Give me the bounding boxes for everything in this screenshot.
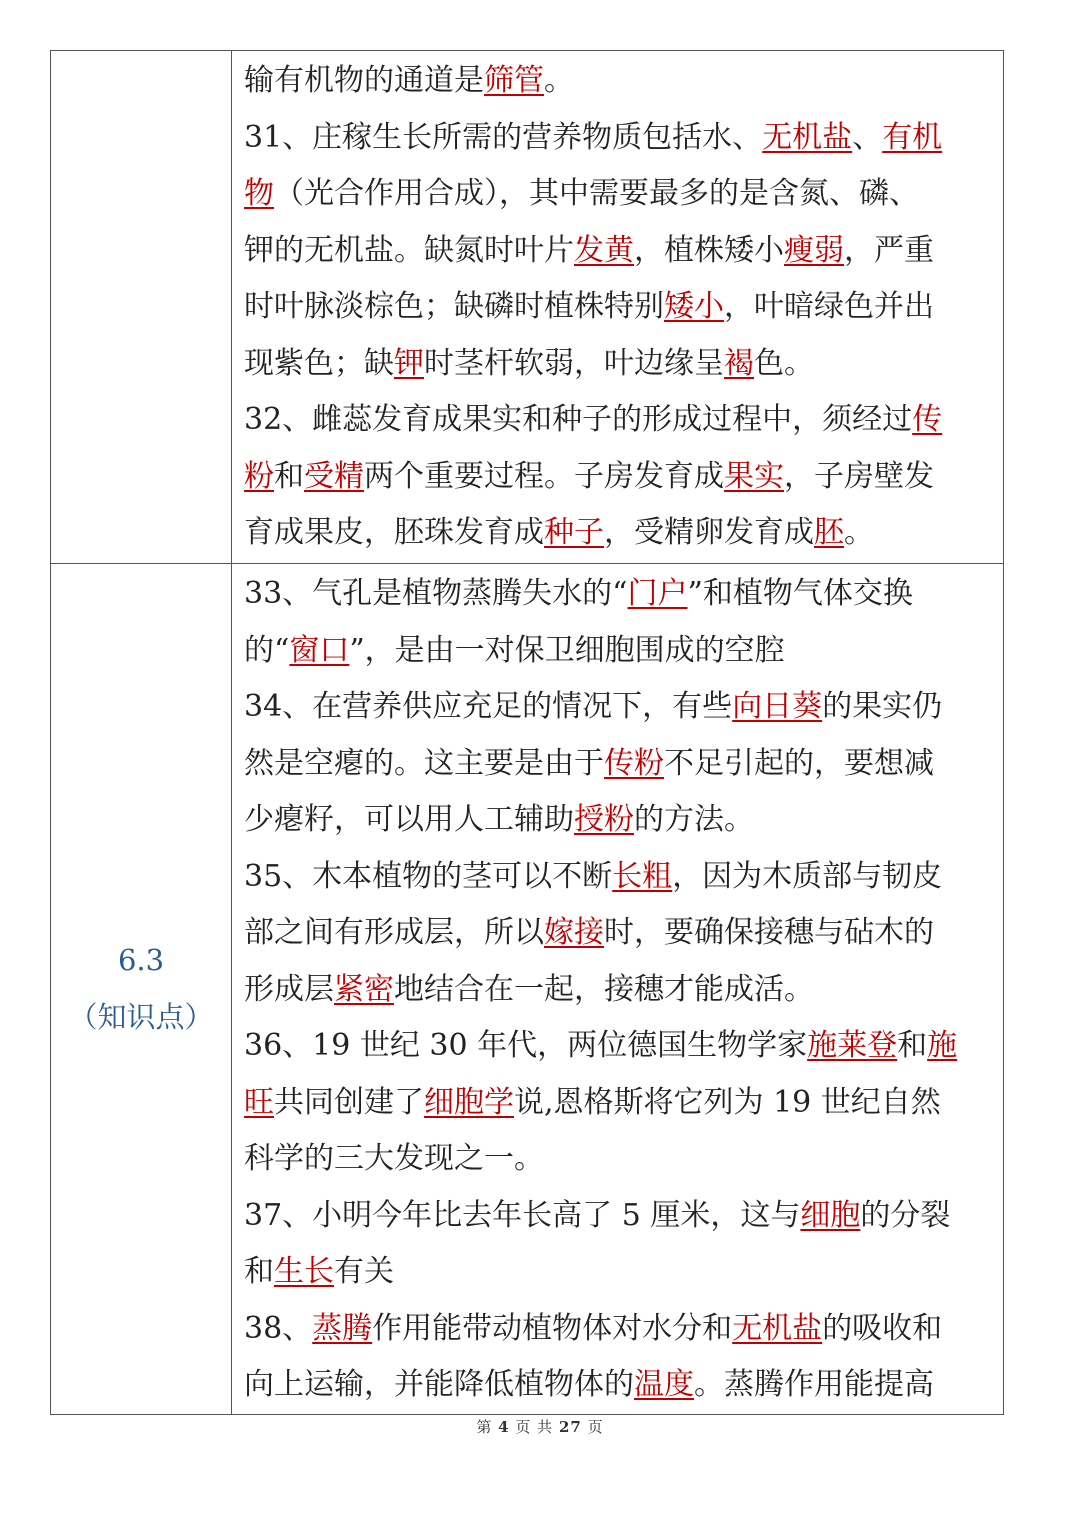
line-text: 的分裂 — [860, 1197, 951, 1233]
line-text: 的果实仍 — [822, 689, 943, 724]
line-text: ，因为木质部与韧皮 — [672, 858, 943, 894]
line-text: 和 — [244, 1254, 274, 1289]
text-line — [244, 905, 993, 962]
row-content-cell — [232, 564, 1004, 1415]
text-line — [244, 279, 993, 336]
line-text: 现紫色；缺 — [244, 345, 394, 381]
keyword-answer: 温度 — [634, 1367, 694, 1402]
line-text: 说,恩格斯将它列为 19 世纪自然 — [514, 1084, 941, 1120]
text-line — [244, 736, 993, 793]
keyword-answer: 发黄 — [574, 232, 634, 268]
line-text: 不足引起的，要想减 — [664, 745, 934, 781]
keyword-answer: 果实 — [724, 458, 784, 494]
line-text: ”，是由一对保卫细胞围成的空腔 — [349, 632, 785, 668]
keyword-answer: 胚 — [814, 515, 844, 550]
line-text: 38、 — [244, 1310, 313, 1346]
line-text: 两个重要过程。子房发育成 — [364, 458, 724, 494]
row-content-cell — [232, 51, 1004, 564]
line-text: 33、气孔是植物蒸腾失水的“ — [244, 576, 628, 611]
keyword-answer: 长粗 — [612, 858, 673, 894]
keyword-answer: 钾 — [394, 345, 424, 381]
text-line — [244, 1075, 993, 1132]
line-text: 。 — [544, 63, 574, 98]
content-lines — [244, 566, 993, 1414]
text-line — [244, 53, 993, 110]
line-text: 31、庄稼生长所需的营养物质包括水、 — [244, 119, 763, 155]
text-line — [244, 110, 993, 167]
line-text: 向上运输，并能降低植物体的 — [244, 1367, 634, 1402]
section-subtitle: （知识点） — [68, 999, 214, 1034]
text-line — [244, 623, 993, 680]
line-text: 输有机物的通道是 — [244, 63, 484, 98]
line-text: ”和植物气体交换 — [687, 576, 913, 611]
text-line — [244, 505, 993, 562]
keyword-answer: 筛管 — [484, 63, 544, 98]
keyword-answer: 种子 — [544, 515, 604, 550]
line-text: ，严重 — [844, 232, 934, 268]
line-text: ，受精卵发育成 — [604, 515, 814, 550]
line-text: 34、在营养供应充足的情况下，有些 — [244, 689, 733, 724]
line-text: ，植株矮小 — [634, 232, 784, 268]
footer-total-pages: 27 — [558, 1418, 582, 1436]
keyword-answer: 无机盐 — [762, 119, 853, 155]
text-line — [244, 1244, 993, 1301]
line-text: 共同创建了 — [274, 1084, 424, 1120]
line-text: 少瘪籽，可以用人工辅助 — [244, 802, 574, 837]
keyword-answer: 粉 — [244, 458, 274, 494]
table-row — [51, 564, 1004, 1415]
line-text: 科学的三大发现之一。 — [244, 1141, 544, 1176]
line-text: 和 — [274, 458, 304, 494]
keyword-answer: 传 — [912, 402, 943, 437]
footer-prefix: 第 — [476, 1418, 493, 1436]
line-text: 时茎杆软弱，叶边缘呈 — [424, 345, 724, 381]
keyword-answer: 瘦弱 — [784, 232, 844, 268]
line-text: 的方法。 — [634, 802, 754, 837]
keyword-answer: 物 — [244, 176, 274, 211]
text-line — [244, 962, 993, 1019]
keyword-answer: 授粉 — [574, 802, 634, 837]
row-label-cell — [51, 564, 232, 1415]
line-text: 地结合在一起，接穗才能成活。 — [394, 971, 814, 1007]
text-line — [244, 166, 993, 223]
keyword-answer: 向日葵 — [732, 689, 823, 724]
line-text: 然是空瘪的。这主要是由于 — [244, 745, 604, 781]
keyword-answer: 矮小 — [664, 289, 724, 324]
keyword-answer: 生长 — [274, 1254, 334, 1289]
text-line — [244, 223, 993, 280]
text-line — [244, 1301, 993, 1358]
keyword-answer: 窗口 — [289, 632, 350, 668]
line-text: 钾的无机盐。缺氮时叶片 — [244, 232, 574, 268]
line-text: 的吸收和 — [822, 1310, 943, 1346]
text-line — [244, 679, 993, 736]
row-label-cell — [51, 51, 232, 564]
text-line — [244, 849, 993, 906]
line-text: 。 — [844, 515, 874, 550]
keyword-answer: 细胞 — [800, 1197, 861, 1233]
text-line — [244, 1357, 993, 1414]
line-text: 时叶脉淡棕色；缺磷时植株特别 — [244, 289, 664, 324]
line-text: 育成果皮，胚珠发育成 — [244, 515, 544, 550]
text-line — [244, 566, 993, 623]
keyword-answer: 受精 — [304, 458, 364, 494]
line-text: 36、19 世纪 30 年代，两位德国生物学家 — [244, 1028, 808, 1063]
line-text: 作用能带动植物体对水分和 — [372, 1310, 733, 1346]
page-footer — [0, 1416, 1080, 1437]
keyword-answer: 旺 — [244, 1084, 274, 1120]
footer-middle: 页 共 — [515, 1418, 554, 1436]
keyword-answer: 施 — [927, 1028, 958, 1063]
table-row — [51, 51, 1004, 564]
keyword-answer: 无机盐 — [732, 1310, 823, 1346]
text-line — [244, 449, 993, 506]
text-line — [244, 392, 993, 449]
line-text: 32、雌蕊发育成果实和种子的形成过程中，须经过 — [244, 402, 913, 437]
line-text: ，叶暗绿色并出 — [724, 289, 934, 324]
text-line — [244, 336, 993, 393]
line-text: 和 — [897, 1028, 928, 1063]
line-text: 35、木本植物的茎可以不断 — [244, 858, 613, 894]
footer-page-number: 4 — [498, 1418, 510, 1436]
line-text: 形成层 — [244, 971, 334, 1007]
line-text: 时，要确保接穗与砧木的 — [604, 915, 934, 950]
keyword-answer: 传粉 — [604, 745, 664, 781]
keyword-answer: 细胞学 — [424, 1084, 514, 1120]
line-text: 、 — [852, 119, 883, 155]
keyword-answer: 嫁接 — [544, 915, 604, 950]
section-number: 6.3 — [117, 942, 165, 977]
line-text: 37、小明今年比去年长高了 5 厘米，这与 — [244, 1197, 801, 1233]
content-lines — [244, 53, 993, 562]
line-text: （光合作用合成），其中需要最多的是含氮、磷、 — [274, 176, 919, 211]
text-line — [244, 1131, 993, 1188]
text-line — [244, 1018, 993, 1075]
line-text: 。蒸腾作用能提高 — [694, 1367, 934, 1402]
line-text: 有关 — [334, 1254, 394, 1289]
notes-table — [50, 50, 1004, 1415]
keyword-answer: 门户 — [627, 576, 688, 611]
keyword-answer: 褐 — [724, 345, 754, 381]
text-line — [244, 1188, 993, 1245]
text-line — [244, 792, 993, 849]
keyword-answer: 施莱登 — [807, 1028, 898, 1063]
footer-suffix: 页 — [587, 1418, 604, 1436]
line-text: 色。 — [754, 345, 814, 381]
keyword-answer: 紧密 — [334, 971, 394, 1007]
keyword-answer: 有机 — [882, 119, 943, 155]
line-text: 的“ — [244, 632, 290, 668]
line-text: ，子房壁发 — [784, 458, 934, 494]
line-text: 部之间有形成层，所以 — [244, 915, 544, 950]
keyword-answer: 蒸腾 — [312, 1310, 373, 1346]
